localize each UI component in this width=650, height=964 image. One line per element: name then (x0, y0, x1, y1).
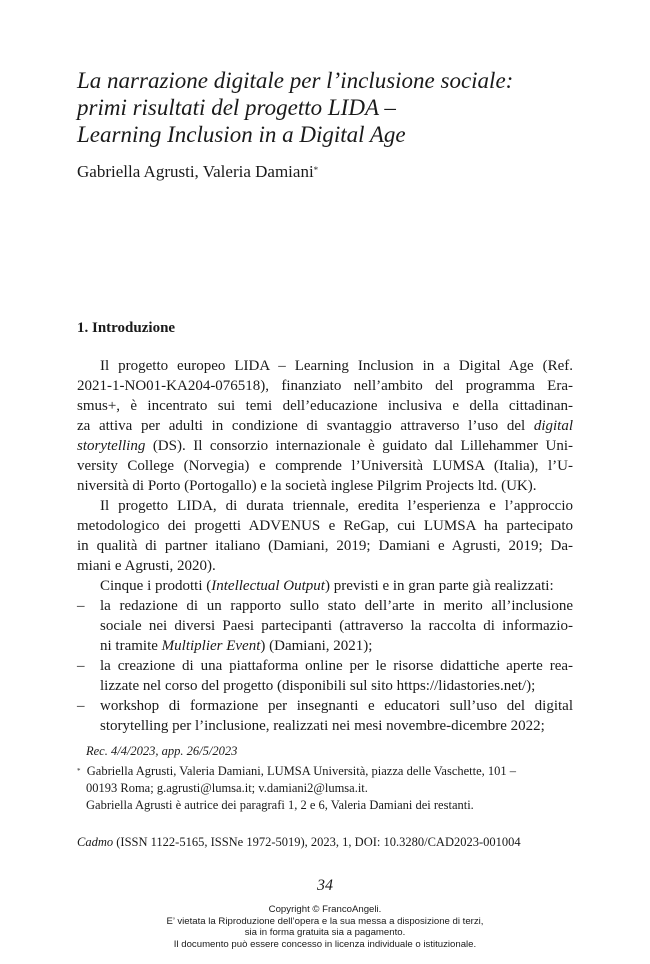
body-line: miani e Agrusti, 2020). (77, 558, 216, 574)
journal-name: Cadmo (77, 835, 114, 849)
title-line-2: primi risultati del progetto LIDA – (77, 95, 396, 120)
italic-term: storytelling (77, 438, 146, 454)
author-names: Gabriella Agrusti, Valeria Damiani (77, 162, 314, 181)
body-line (77, 416, 573, 436)
journal-citation (77, 834, 521, 851)
list-item-line: storytelling per l’inclusione, realizzati nei mesi novembre-dicembre 2022; (100, 718, 545, 734)
received-dates: Rec. 4/4/2023, app. 26/5/2023 (86, 744, 238, 758)
list-item-line: la redazione di un rapporto sullo stato dell’arte in merito all’inclusione (100, 598, 573, 614)
body-line: niversità di Porto (Portogallo) e la società inglese Pilgrim Projects ltd. (UK). (77, 478, 537, 494)
list-item-line: workshop di formazione per insegnanti e educatori sull’uso del digital (100, 698, 573, 714)
body-text: Cinque i prodotti ( (100, 578, 212, 594)
body-line: 2021-1-NO01-KA204-076518), finanziato nell’ambito del programma Era- (77, 378, 573, 394)
list-item-line: sociale nei diversi Paesi partecipanti (attraverso la raccolta di informazio- (100, 618, 573, 634)
body-text: ) previsti e in gran parte già realizzati: (324, 578, 554, 594)
article-title (77, 67, 597, 148)
title-line-1: La narrazione digitale per l’inclusione sociale: (77, 68, 514, 93)
footnote-text: Gabriella Agrusti, Valeria Damiani, LUMSA Università, piazza delle Vaschette, 101 – (86, 764, 517, 778)
list-dash: – (77, 698, 85, 714)
body-line (77, 436, 573, 456)
footnote (77, 763, 573, 780)
section-heading: 1. Introduzione (77, 320, 176, 336)
copyright-line: sia in forma gratuita sia a pagamento. (244, 927, 406, 939)
list-item-line: la creazione di una piattaforma online per le risorse didattiche aperte rea- (100, 658, 573, 674)
body-line (100, 576, 573, 596)
author-footnote-marker: * (313, 165, 319, 175)
body-line: versity College (Norvegia) e comprende l’Università LUMSA (Italia), l’U- (77, 458, 573, 474)
authors (77, 161, 318, 183)
journal-details: (ISSN 1122-5165, ISSNe 1972-5019), 2023, 1, DOI: 10.3280/CAD2023-001004 (113, 835, 521, 849)
body-text: za attiva per adulti in condizione di svantaggio attraverso l’uso del (77, 418, 526, 434)
body-text: ni tramite (100, 638, 162, 654)
list-item-line: lizzate nel corso del progetto (disponibili sul sito https://lidastories.net/); (100, 678, 536, 694)
copyright-line: Il documento può essere concesso in licenza individuale o istituzionale. (173, 938, 477, 950)
italic-term: Intellectual Output (211, 578, 325, 594)
footnote-line: Gabriella Agrusti è autrice dei paragrafi 1, 2 e 6, Valeria Damiani dei restanti. (86, 798, 474, 812)
body-line: Il progetto LIDA, di durata triennale, eredita l’esperienza e l’approccio (100, 498, 573, 514)
italic-term: Multiplier Event (161, 638, 261, 654)
body-line: in qualità di partner italiano (Damiani, 2019; Damiani e Agrusti, 2019; Da- (77, 538, 573, 554)
footnote-marker: * (77, 767, 81, 775)
copyright-line: Copyright © FrancoAngeli. (268, 904, 382, 915)
body-text: (DS). Il consorzio internazionale è guidato dal Lillehammer Uni- (145, 438, 573, 454)
page-number: 34 (317, 877, 333, 894)
list-dash: – (77, 658, 85, 674)
body-text: ) (Damiani, 2021); (260, 638, 373, 654)
copyright-line: E’ vietata la Riproduzione dell’opera e la sua messa a disposizione di terzi, (166, 915, 484, 927)
body-line: Il progetto europeo LIDA – Learning Inclusion in a Digital Age (Ref. (100, 358, 573, 374)
footnote-line: 00193 Roma; g.agrusti@lumsa.it; v.damiani2@lumsa.it. (86, 781, 368, 795)
list-item-line (100, 636, 573, 656)
list-dash: – (77, 598, 85, 614)
body-line: metodologico dei progetti ADVENUS e ReGap, cui LUMSA ha partecipato (77, 518, 573, 534)
copyright-notice (0, 904, 650, 950)
italic-term: digital (533, 418, 574, 434)
body-line: smus+, è incentrato sui temi dell’educazione inclusiva e della cittadinan- (77, 398, 573, 414)
title-line-3: Learning Inclusion in a Digital Age (77, 122, 406, 147)
